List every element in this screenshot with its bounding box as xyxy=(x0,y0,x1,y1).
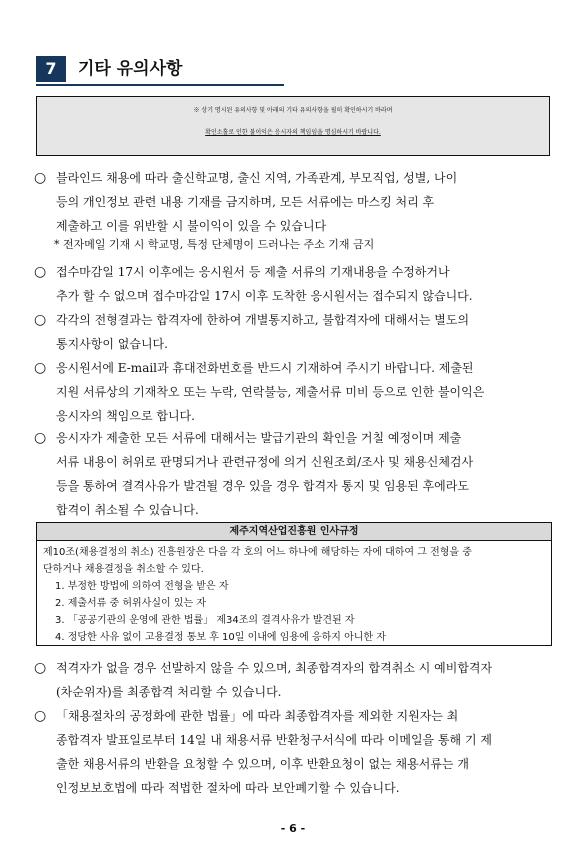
section-number: 7 xyxy=(36,56,66,82)
bullet-icon: ○ xyxy=(34,312,47,328)
item-line: 응시자의 책임으로 합니다. xyxy=(56,409,195,423)
bullet-icon: ○ xyxy=(34,430,47,446)
item-line: 출한 채용서류의 반환을 요청할 수 있으며, 이후 반환요청이 없는 채용서류는 개 xyxy=(56,757,469,771)
item-line: 등을 통하여 결격사유가 발견될 경우 있을 경우 합격자 통지 및 임용된 후에라도 xyxy=(56,479,469,493)
item-line: (차순위자)를 최종합격 처리할 수 있습니다. xyxy=(56,685,282,699)
section-title: 기타 유의사항 xyxy=(78,59,183,79)
item-line: 접수마감일 17시 이후에는 응시원서 등 제출 서류의 기재내용을 수정하거나 xyxy=(56,265,450,279)
regulation-item: 1. 부정한 방법에 의하여 전형을 받은 자 xyxy=(55,581,229,592)
sub-note: * 전자메일 기재 시 학교명, 특정 단체명이 드러나는 주소 기재 금지 xyxy=(54,238,375,251)
item-line: 인정보보호법에 따라 적법한 절차에 따라 보안폐기할 수 있습니다. xyxy=(56,781,400,795)
item-line: 통지사항이 없습니다. xyxy=(56,337,168,351)
section-underline xyxy=(36,84,284,86)
item-line: 추가 할 수 없으며 접수마감일 17시 이후 도착한 응시원서는 접수되지 않습니다. xyxy=(56,289,473,303)
item-line: 각각의 전형결과는 합격자에 한하여 개별통지하고, 불합격자에 대해서는 별도의 xyxy=(56,313,470,327)
item-line: 응시원서에 E-mail과 휴대전화번호를 반드시 기재하여 주시기 바랍니다. 제출된 xyxy=(56,361,474,375)
bullet-icon: ○ xyxy=(34,264,47,280)
regulation-intro: 제10조(채용결정의 취소) 진흥원장은 다음 각 호의 어느 하나에 해당하는 자에 대하여 그 전형을 중 xyxy=(43,547,472,558)
notice-line-1: ※ 상기 명시된 유의사항 및 아래의 기타 유의사항을 필히 확인하시기 바라며 xyxy=(193,107,393,114)
regulation-title: 제주지역산업진흥원 인사규정 xyxy=(37,523,551,541)
regulation-box xyxy=(36,522,552,646)
bullet-icon: ○ xyxy=(34,360,47,376)
bullet-icon: ○ xyxy=(34,170,47,186)
item-line: 등의 개인정보 관련 내용 기재를 금지하며, 모든 서류에는 마스킹 처리 후 xyxy=(56,195,435,209)
regulation-intro: 단하거나 채용결정을 취소할 수 있다. xyxy=(43,564,204,575)
regulation-item: 3. 「공공기관의 운영에 관한 법률」 제34조의 결격사유가 발견된 자 xyxy=(55,615,355,626)
item-line: 제출하고 이를 위반할 시 불이익이 있을 수 있습니다 xyxy=(56,219,327,233)
item-line: 적격자가 없을 경우 선발하지 않을 수 있으며, 최종합격자의 합격취소 시 예비합격자 xyxy=(56,661,493,675)
item-line: 응시자가 제출한 모든 서류에 대해서는 발급기관의 확인을 거칠 예정이며 제출 xyxy=(56,431,462,445)
item-line: 지원 서류상의 기재착오 또는 누락, 연락불능, 제출서류 미비 등으로 인한 불이익은 xyxy=(56,385,485,399)
item-line: 「채용절차의 공정화에 관한 법률」에 따라 최종합격자를 제외한 지원자는 최 xyxy=(56,709,459,723)
notice-line-2: 확인소홀로 인한 불이익은 응시자의 책임임을 명심하시기 바랍니다. xyxy=(205,129,381,136)
regulation-item: 2. 제출서류 중 허위사실이 있는 자 xyxy=(55,598,207,609)
bullet-icon: ○ xyxy=(34,708,47,724)
item-line: 블라인드 채용에 따라 출신학교명, 출신 지역, 가족관계, 부모직업, 성별, 나이 xyxy=(56,171,458,185)
item-line: 합격이 취소될 수 있습니다. xyxy=(56,503,199,517)
notice-box xyxy=(36,96,550,156)
item-line: 종합격자 발표일로부터 14일 내 채용서류 반환청구서식에 따라 이메일을 통해 기 제 xyxy=(56,733,492,747)
bullet-icon: ○ xyxy=(34,660,47,676)
page-number: - 6 - xyxy=(280,822,306,835)
item-line: 서류 내용이 허위로 판명되거나 관련규정에 의거 신원조회/조사 및 채용신체검사 xyxy=(56,455,474,469)
regulation-item: 4. 정당한 사유 없이 고용결정 통보 후 10일 이내에 임용에 응하지 아니한 자 xyxy=(55,632,386,643)
